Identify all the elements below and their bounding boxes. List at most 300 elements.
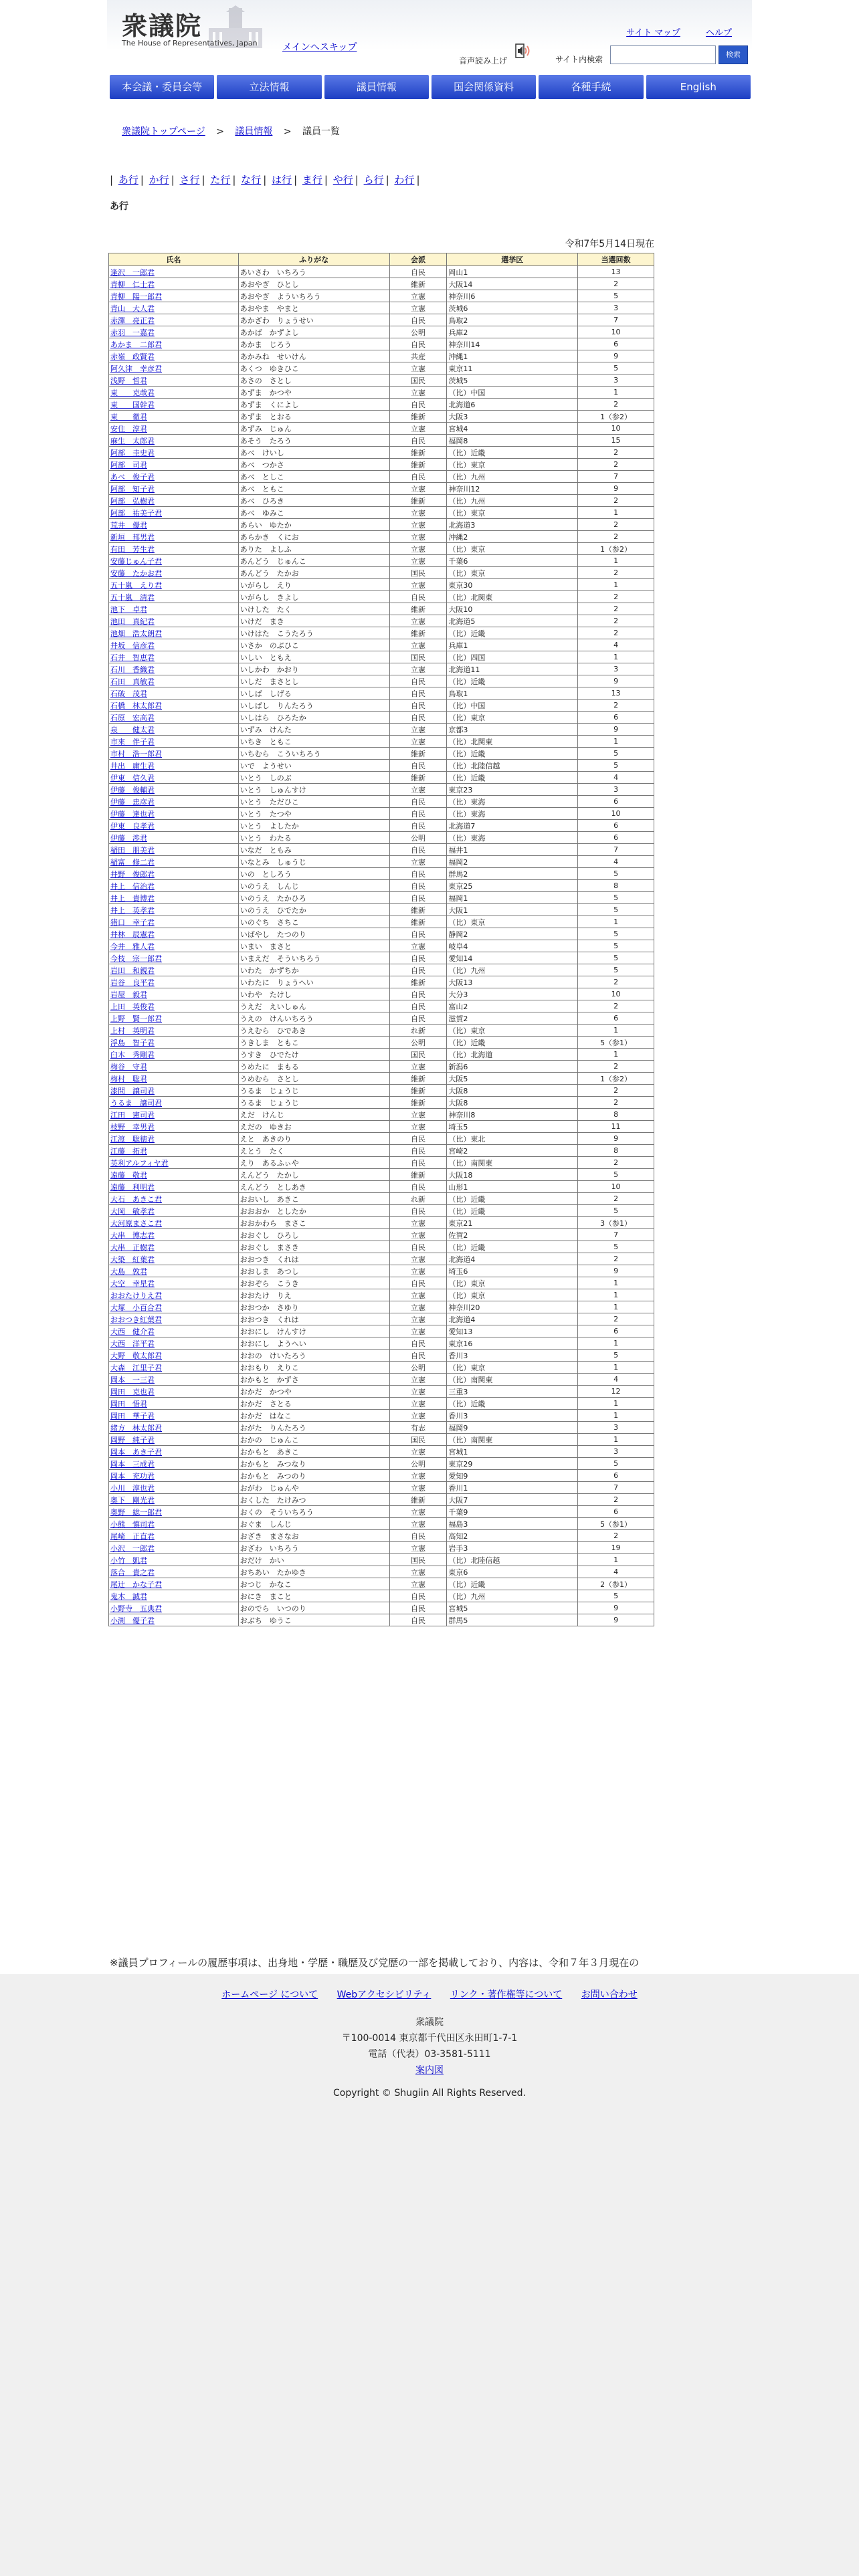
table-row xyxy=(109,1482,654,1494)
member-name-link[interactable]: 鬼木 誠君 xyxy=(109,1590,239,1602)
member-furigana: おだけ かい xyxy=(238,1554,389,1566)
member-district: （比）近畿 xyxy=(447,1037,578,1049)
member-faction: 立憲 xyxy=(389,1482,447,1494)
member-name-link[interactable]: 伊藤 渉君 xyxy=(109,832,239,844)
member-name-link[interactable]: 今枝 宗一郎君 xyxy=(109,952,239,964)
member-terms: 10 xyxy=(578,988,654,1000)
member-district: （比）南関東 xyxy=(447,1434,578,1446)
member-name-link[interactable]: 稲田 朋美君 xyxy=(109,844,239,856)
footer-contact-link[interactable]: お問い合わせ xyxy=(581,1990,638,2000)
member-terms: 2 xyxy=(578,1085,654,1097)
member-furigana: いわた かずちか xyxy=(238,964,389,976)
nav-legislation[interactable]: 立法情報 xyxy=(217,75,321,99)
member-name-link[interactable]: 伊藤 達也君 xyxy=(109,808,239,820)
member-furigana: おにき まこと xyxy=(238,1590,389,1602)
member-furigana: うるま じょうじ xyxy=(238,1085,389,1097)
kana-a[interactable]: あ行 xyxy=(118,174,138,186)
member-name-link[interactable]: 江田 憲司君 xyxy=(109,1109,239,1121)
member-terms: 5 xyxy=(578,362,654,374)
member-terms: 2 xyxy=(578,1061,654,1073)
table-row xyxy=(109,1446,654,1458)
member-name-link[interactable]: 猪口 幸子君 xyxy=(109,916,239,928)
member-furigana: あいさわ いちろう xyxy=(238,266,389,278)
member-terms: 5 xyxy=(578,760,654,772)
site-logo[interactable] xyxy=(122,5,262,53)
member-name-link[interactable]: 岩田 和親君 xyxy=(109,964,239,976)
kana-ya[interactable]: や行 xyxy=(332,174,353,186)
member-district: （比）東京 xyxy=(447,1289,578,1301)
member-name-link[interactable]: 井野 俊郎君 xyxy=(109,868,239,880)
member-faction: 自民 xyxy=(389,760,447,772)
table-row xyxy=(109,1133,654,1145)
member-name-link[interactable]: うるま 譲司君 xyxy=(109,1097,239,1109)
member-name-link[interactable]: 五十嵐 えり君 xyxy=(109,579,239,591)
table-row xyxy=(109,1386,654,1398)
member-faction: 立憲 xyxy=(389,302,447,314)
table-row xyxy=(109,1350,654,1362)
member-name-link[interactable]: 安藤じゅん子君 xyxy=(109,555,239,567)
member-faction: 立憲 xyxy=(389,1566,447,1578)
member-name-link[interactable]: 大河原まさこ君 xyxy=(109,1217,239,1229)
member-faction: 自民 xyxy=(389,314,447,326)
member-name-link[interactable]: 井上 英孝君 xyxy=(109,904,239,916)
member-district: 神奈川6 xyxy=(447,290,578,302)
member-name-link[interactable]: 小竹 凱君 xyxy=(109,1554,239,1566)
footer-about-link[interactable]: ホームページ について xyxy=(221,1990,318,2000)
member-name-link[interactable]: 大野 敬太郎君 xyxy=(109,1350,239,1362)
member-name-link[interactable]: 阿久津 幸彦君 xyxy=(109,362,239,374)
member-name-link[interactable]: あかま 二郎君 xyxy=(109,338,239,350)
member-district: 北海道4 xyxy=(447,1253,578,1265)
member-furigana: あべ ひろき xyxy=(238,495,389,507)
member-name-link[interactable]: 阿部 祐美子君 xyxy=(109,507,239,519)
footer-org: 衆議院 xyxy=(415,2017,444,2028)
member-name-link[interactable]: 岡野 純子君 xyxy=(109,1434,239,1446)
member-name-link[interactable]: 石破 茂君 xyxy=(109,687,239,700)
kana-ra[interactable]: ら行 xyxy=(363,174,384,186)
table-row xyxy=(109,591,654,603)
table-row xyxy=(109,916,654,928)
member-name-link[interactable]: 池畑 浩太朗君 xyxy=(109,627,239,639)
member-terms: 2 xyxy=(578,399,654,411)
member-faction: れ新 xyxy=(389,1193,447,1205)
table-row xyxy=(109,880,654,892)
site-map-link[interactable]: サイト マップ xyxy=(626,28,680,38)
member-name-link[interactable]: 小川 淳也君 xyxy=(109,1482,239,1494)
member-furigana: おおかわら まさこ xyxy=(238,1217,389,1229)
table-row xyxy=(109,1097,654,1109)
member-name-link[interactable]: 阿部 知子君 xyxy=(109,483,239,495)
member-terms: 2 xyxy=(578,495,654,507)
member-name-link[interactable]: 岡本 三成君 xyxy=(109,1458,239,1470)
breadcrumb-members[interactable]: 議員情報 xyxy=(235,126,273,137)
member-name-link[interactable]: 井林 辰憲君 xyxy=(109,928,239,940)
member-district: 東京23 xyxy=(447,784,578,796)
member-name-link[interactable]: 五十嵐 清君 xyxy=(109,591,239,603)
search-button[interactable]: 検索 xyxy=(719,45,748,64)
member-name-link[interactable]: あべ 俊子君 xyxy=(109,471,239,483)
member-terms: 19 xyxy=(578,1542,654,1554)
footer-map-link[interactable]: 案内図 xyxy=(415,2065,444,2076)
member-name-link[interactable]: 井出 庸生君 xyxy=(109,760,239,772)
member-name-link[interactable]: 東 国幹君 xyxy=(109,399,239,411)
member-furigana: いしかわ かおり xyxy=(238,663,389,675)
member-terms: 2 xyxy=(578,459,654,471)
member-name-link[interactable]: 青山 大人君 xyxy=(109,302,239,314)
member-name-link[interactable]: 伊東 信久君 xyxy=(109,772,239,784)
member-name-link[interactable]: 上野 賢一郎君 xyxy=(109,1012,239,1025)
member-name-link[interactable]: 臼木 秀剛君 xyxy=(109,1049,239,1061)
member-name-link[interactable]: 岡本 一三君 xyxy=(109,1374,239,1386)
member-name-link[interactable]: 池田 真紀君 xyxy=(109,615,239,627)
member-faction: 立憲 xyxy=(389,1121,447,1133)
member-name-link[interactable]: 遠藤 利明君 xyxy=(109,1181,239,1193)
member-name-link[interactable]: 江藤 拓君 xyxy=(109,1145,239,1157)
member-name-link[interactable]: 安藤 たかお君 xyxy=(109,567,239,579)
table-row xyxy=(109,1229,654,1241)
member-furigana: うえむら ひであき xyxy=(238,1025,389,1037)
search-label: サイト内検索 xyxy=(555,55,603,64)
nav-plenary[interactable]: 本会議・委員会等 xyxy=(110,75,214,99)
member-name-link[interactable]: 落合 貴之君 xyxy=(109,1566,239,1578)
member-name-link[interactable]: 伊藤 俊輔君 xyxy=(109,784,239,796)
member-district: 神奈川20 xyxy=(447,1301,578,1313)
member-district: （比）北海道 xyxy=(447,1049,578,1061)
table-row xyxy=(109,531,654,543)
member-furigana: あおやま やまと xyxy=(238,302,389,314)
member-name-link[interactable]: 石井 智恵君 xyxy=(109,651,239,663)
member-name-link[interactable]: 尾崎 正直君 xyxy=(109,1530,239,1542)
member-name-link[interactable]: 大空 幸星君 xyxy=(109,1277,239,1289)
member-name-link[interactable]: 梅村 聡君 xyxy=(109,1073,239,1085)
member-name-link[interactable]: 漆間 譲司君 xyxy=(109,1085,239,1097)
kana-wa[interactable]: わ行 xyxy=(394,174,415,186)
member-name-link[interactable]: 岩屋 毅君 xyxy=(109,988,239,1000)
member-terms: 1 xyxy=(578,507,654,519)
table-row xyxy=(109,603,654,615)
member-faction: 立憲 xyxy=(389,1217,447,1229)
member-furigana: あかざわ りょうせい xyxy=(238,314,389,326)
skip-to-main-link[interactable]: メインへスキップ xyxy=(282,42,357,53)
member-terms: 2 xyxy=(578,1000,654,1012)
member-name-link[interactable]: 浅野 哲君 xyxy=(109,374,239,387)
member-name-link[interactable]: 池下 卓君 xyxy=(109,603,239,615)
table-row xyxy=(109,447,654,459)
member-name-link[interactable]: 安住 淳君 xyxy=(109,423,239,435)
member-faction: 立憲 xyxy=(389,615,447,627)
table-row xyxy=(109,1121,654,1133)
member-name-link[interactable]: 岡本 あき子君 xyxy=(109,1446,239,1458)
member-name-link[interactable]: 石田 真敏君 xyxy=(109,675,239,687)
member-district: 福岡1 xyxy=(447,892,578,904)
member-district: 香川3 xyxy=(447,1410,578,1422)
kana-na[interactable]: な行 xyxy=(241,174,262,186)
nav-english[interactable]: English xyxy=(646,75,751,99)
member-name-link[interactable]: 岡田 克也君 xyxy=(109,1386,239,1398)
table-row xyxy=(109,519,654,531)
nav-members[interactable]: 議員情報 xyxy=(324,75,429,99)
member-name-link[interactable]: 青柳 仁士君 xyxy=(109,278,239,290)
table-row xyxy=(109,1301,654,1313)
table-row xyxy=(109,1217,654,1229)
member-district: （比）東北 xyxy=(447,1133,578,1145)
kana-sa[interactable]: さ行 xyxy=(179,174,200,186)
member-name-link[interactable]: 上村 英明君 xyxy=(109,1025,239,1037)
member-district: （比）近畿 xyxy=(447,1398,578,1410)
member-terms: 2 xyxy=(578,278,654,290)
member-district: 東京11 xyxy=(447,362,578,374)
member-name-link[interactable]: 石川 香織君 xyxy=(109,663,239,675)
footer-accessibility-link[interactable]: Webアクセシビリティ xyxy=(337,1990,432,2000)
member-name-link[interactable]: 麻生 太郎君 xyxy=(109,435,239,447)
member-faction: 立憲 xyxy=(389,639,447,651)
member-name-link[interactable]: 江渡 聡徳君 xyxy=(109,1133,239,1145)
member-name-link[interactable]: 小沢 一郎君 xyxy=(109,1542,239,1554)
member-terms: 7 xyxy=(578,471,654,483)
member-district: 岐阜4 xyxy=(447,940,578,952)
member-name-link[interactable]: 阿部 司君 xyxy=(109,459,239,471)
kana-ha[interactable]: は行 xyxy=(272,174,292,186)
member-name-link[interactable]: 上田 英俊君 xyxy=(109,1000,239,1012)
member-faction: 維新 xyxy=(389,1085,447,1097)
member-district: 大阪18 xyxy=(447,1169,578,1181)
member-name-link[interactable]: 石橋 林太郎君 xyxy=(109,700,239,712)
member-district: 大分3 xyxy=(447,988,578,1000)
member-name-link[interactable]: 英利アルフィヤ君 xyxy=(109,1157,239,1169)
table-row xyxy=(109,844,654,856)
member-district: 兵庫1 xyxy=(447,639,578,651)
member-faction: 自民 xyxy=(389,796,447,808)
member-name-link[interactable]: 岡本 充功君 xyxy=(109,1470,239,1482)
member-furigana: いちき ともこ xyxy=(238,736,389,748)
member-district: 大阪7 xyxy=(447,1494,578,1506)
member-name-link[interactable]: 大串 正樹君 xyxy=(109,1241,239,1253)
member-faction: 自民 xyxy=(389,1350,447,1362)
member-name-link[interactable]: 大西 洋平君 xyxy=(109,1337,239,1350)
member-district: 福島3 xyxy=(447,1518,578,1530)
member-furigana: えんどう としあき xyxy=(238,1181,389,1193)
member-name-link[interactable]: 赤羽 一嘉君 xyxy=(109,326,239,338)
member-district: （比）近畿 xyxy=(447,1578,578,1590)
member-furigana: おおつか さゆり xyxy=(238,1301,389,1313)
member-terms: 5 xyxy=(578,952,654,964)
member-name-link[interactable]: 井坂 信彦君 xyxy=(109,639,239,651)
member-name-link[interactable]: 新垣 邦男君 xyxy=(109,531,239,543)
member-furigana: いわたに りょうへい xyxy=(238,976,389,988)
member-name-link[interactable]: 遠藤 敬君 xyxy=(109,1169,239,1181)
member-furigana: おおたけ りえ xyxy=(238,1289,389,1301)
breadcrumb xyxy=(122,124,340,138)
nav-procedures[interactable]: 各種手続 xyxy=(539,75,643,99)
member-name-link[interactable]: 阿部 弘樹君 xyxy=(109,495,239,507)
member-name-link[interactable]: 大島 敦君 xyxy=(109,1265,239,1277)
table-row xyxy=(109,314,654,326)
member-terms: 5 xyxy=(578,1205,654,1217)
table-row xyxy=(109,892,654,904)
member-district: 愛知13 xyxy=(447,1325,578,1337)
kana-index: | あ行 | か行 | さ行 | た行 | な行 | は行 | ま行 | や行 | ら行 | わ行 | xyxy=(110,174,420,186)
member-terms: 2 xyxy=(578,627,654,639)
member-terms: 1 xyxy=(578,555,654,567)
table-row xyxy=(109,1362,654,1374)
member-faction: 自民 xyxy=(389,700,447,712)
member-district: （比）九州 xyxy=(447,1590,578,1602)
table-row xyxy=(109,1085,654,1097)
member-name-link[interactable]: 梅谷 守君 xyxy=(109,1061,239,1073)
member-faction: 自民 xyxy=(389,435,447,447)
member-name-link[interactable]: 泉 健太君 xyxy=(109,724,239,736)
member-name-link[interactable]: 井上 信治君 xyxy=(109,880,239,892)
member-faction: 維新 xyxy=(389,603,447,615)
voice-read-link[interactable]: 音声読み上げ xyxy=(459,56,508,66)
member-terms: 1（参2） xyxy=(578,543,654,555)
member-terms: 1 xyxy=(578,1301,654,1313)
member-name-link[interactable]: 逢沢 一郎君 xyxy=(109,266,239,278)
member-district: 富山2 xyxy=(447,1000,578,1012)
member-name-link[interactable]: 大塚 小百合君 xyxy=(109,1301,239,1313)
member-name-link[interactable]: 浮島 智子君 xyxy=(109,1037,239,1049)
kana-ta[interactable]: た行 xyxy=(210,174,231,186)
member-district: （比）東京 xyxy=(447,916,578,928)
help-link[interactable]: ヘルプ xyxy=(705,28,732,38)
member-faction: 維新 xyxy=(389,748,447,760)
member-terms: 5 xyxy=(578,868,654,880)
member-furigana: あずみ じゅん xyxy=(238,423,389,435)
member-faction: 自民 xyxy=(389,1337,447,1350)
member-furigana: あさの さとし xyxy=(238,374,389,387)
table-row xyxy=(109,748,654,760)
member-district: 大阪1 xyxy=(447,904,578,916)
table-row xyxy=(109,1518,654,1530)
member-name-link[interactable]: 小熊 慎司君 xyxy=(109,1518,239,1530)
table-row xyxy=(109,1566,654,1578)
table-row xyxy=(109,627,654,639)
member-name-link[interactable]: 大石 あきこ君 xyxy=(109,1193,239,1205)
member-district: （比）東京 xyxy=(447,712,578,724)
member-faction: 立憲 xyxy=(389,1061,447,1073)
member-name-link[interactable]: 伊東 良孝君 xyxy=(109,820,239,832)
site-search-input[interactable] xyxy=(610,45,716,64)
member-name-link[interactable]: 東 徹君 xyxy=(109,411,239,423)
member-district: 茨城6 xyxy=(447,302,578,314)
member-terms: 1 xyxy=(578,1410,654,1422)
member-faction: 維新 xyxy=(389,916,447,928)
member-faction: 立憲 xyxy=(389,362,447,374)
member-name-link[interactable]: 小野寺 五典君 xyxy=(109,1602,239,1614)
member-terms: 2 xyxy=(578,1097,654,1109)
member-furigana: おおしま あつし xyxy=(238,1265,389,1277)
member-name-link[interactable]: おおつき紅葉君 xyxy=(109,1313,239,1325)
table-row xyxy=(109,1277,654,1289)
table-row xyxy=(109,940,654,952)
member-terms: 1 xyxy=(578,651,654,663)
member-name-link[interactable]: 今井 雅人君 xyxy=(109,940,239,952)
member-furigana: おかだ はなこ xyxy=(238,1410,389,1422)
member-name-link[interactable]: 井上 貴博君 xyxy=(109,892,239,904)
member-name-link[interactable]: 市來 伴子君 xyxy=(109,736,239,748)
member-district: 愛知9 xyxy=(447,1470,578,1482)
member-furigana: あらい ゆたか xyxy=(238,519,389,531)
member-name-link[interactable]: 緒方 林太郎君 xyxy=(109,1422,239,1434)
breadcrumb-home[interactable]: 衆議院トップページ xyxy=(122,126,205,137)
member-name-link[interactable]: 枝野 幸男君 xyxy=(109,1121,239,1133)
member-name-link[interactable]: おおたけりえ君 xyxy=(109,1289,239,1301)
table-row xyxy=(109,784,654,796)
member-name-link[interactable]: 大築 紅葉君 xyxy=(109,1253,239,1265)
member-name-link[interactable]: 奥野 総一郎君 xyxy=(109,1506,239,1518)
member-terms: 2 xyxy=(578,519,654,531)
member-name-link[interactable]: 東 克哉君 xyxy=(109,387,239,399)
member-terms: 13 xyxy=(578,687,654,700)
member-terms: 6 xyxy=(578,1506,654,1518)
kana-ka[interactable]: か行 xyxy=(149,174,169,186)
member-faction: 立憲 xyxy=(389,663,447,675)
member-terms: 2 xyxy=(578,603,654,615)
member-name-link[interactable]: 伊藤 忠彦君 xyxy=(109,796,239,808)
member-name-link[interactable]: 石原 宏高君 xyxy=(109,712,239,724)
nav-diet-materials[interactable]: 国会関係資料 xyxy=(432,75,536,99)
member-furigana: あかま じろう xyxy=(238,338,389,350)
member-name-link[interactable]: 岡田 悟君 xyxy=(109,1398,239,1410)
member-name-link[interactable]: 大串 博志君 xyxy=(109,1229,239,1241)
member-faction: 自民 xyxy=(389,952,447,964)
table-row xyxy=(109,567,654,579)
member-name-link[interactable]: 稲富 修二君 xyxy=(109,856,239,868)
member-name-link[interactable]: 阿部 圭史君 xyxy=(109,447,239,459)
member-furigana: おがた りんたろう xyxy=(238,1422,389,1434)
table-row xyxy=(109,820,654,832)
member-name-link[interactable]: 赤澤 亮正君 xyxy=(109,314,239,326)
table-row xyxy=(109,1000,654,1012)
member-name-link[interactable]: 岩谷 良平君 xyxy=(109,976,239,988)
member-name-link[interactable]: 赤嶺 政賢君 xyxy=(109,350,239,362)
member-name-link[interactable]: 青柳 陽一郎君 xyxy=(109,290,239,302)
member-district: 東京16 xyxy=(447,1337,578,1350)
member-furigana: あずま かつや xyxy=(238,387,389,399)
member-furigana: おちあい たかゆき xyxy=(238,1566,389,1578)
member-district: （比）四国 xyxy=(447,651,578,663)
member-terms: 2 xyxy=(578,1253,654,1265)
member-furigana: いまえだ そういちろう xyxy=(238,952,389,964)
member-name-link[interactable]: 奥下 剛光君 xyxy=(109,1494,239,1506)
table-row xyxy=(109,760,654,772)
kana-ma[interactable]: ま行 xyxy=(302,174,322,186)
member-faction: 維新 xyxy=(389,411,447,423)
member-terms: 4 xyxy=(578,856,654,868)
member-furigana: えり あるふぃや xyxy=(238,1157,389,1169)
table-row xyxy=(109,1470,654,1482)
member-furigana: いなとみ しゅうじ xyxy=(238,856,389,868)
member-name-link[interactable]: 小渕 優子君 xyxy=(109,1614,239,1626)
member-faction: 維新 xyxy=(389,1097,447,1109)
member-name-link[interactable]: 尾辻 かな子君 xyxy=(109,1578,239,1590)
member-name-link[interactable]: 大西 健介君 xyxy=(109,1325,239,1337)
member-name-link[interactable]: 岡田 華子君 xyxy=(109,1410,239,1422)
member-furigana: おくした たけみつ xyxy=(238,1494,389,1506)
member-terms: 8 xyxy=(578,1109,654,1121)
footer-copyright-link[interactable]: リンク・著作権等について xyxy=(450,1990,563,2000)
member-terms: 5 xyxy=(578,1350,654,1362)
speaker-icon[interactable] xyxy=(515,43,533,59)
member-name-link[interactable]: 有田 芳生君 xyxy=(109,543,239,555)
member-name-link[interactable]: 市村 浩一郎君 xyxy=(109,748,239,760)
member-furigana: おおにし ようへい xyxy=(238,1337,389,1350)
member-name-link[interactable]: 荒井 優君 xyxy=(109,519,239,531)
table-row xyxy=(109,1458,654,1470)
member-name-link[interactable]: 大森 江里子君 xyxy=(109,1362,239,1374)
member-faction: 自民 xyxy=(389,687,447,700)
member-name-link[interactable]: 大岡 敏孝君 xyxy=(109,1205,239,1217)
